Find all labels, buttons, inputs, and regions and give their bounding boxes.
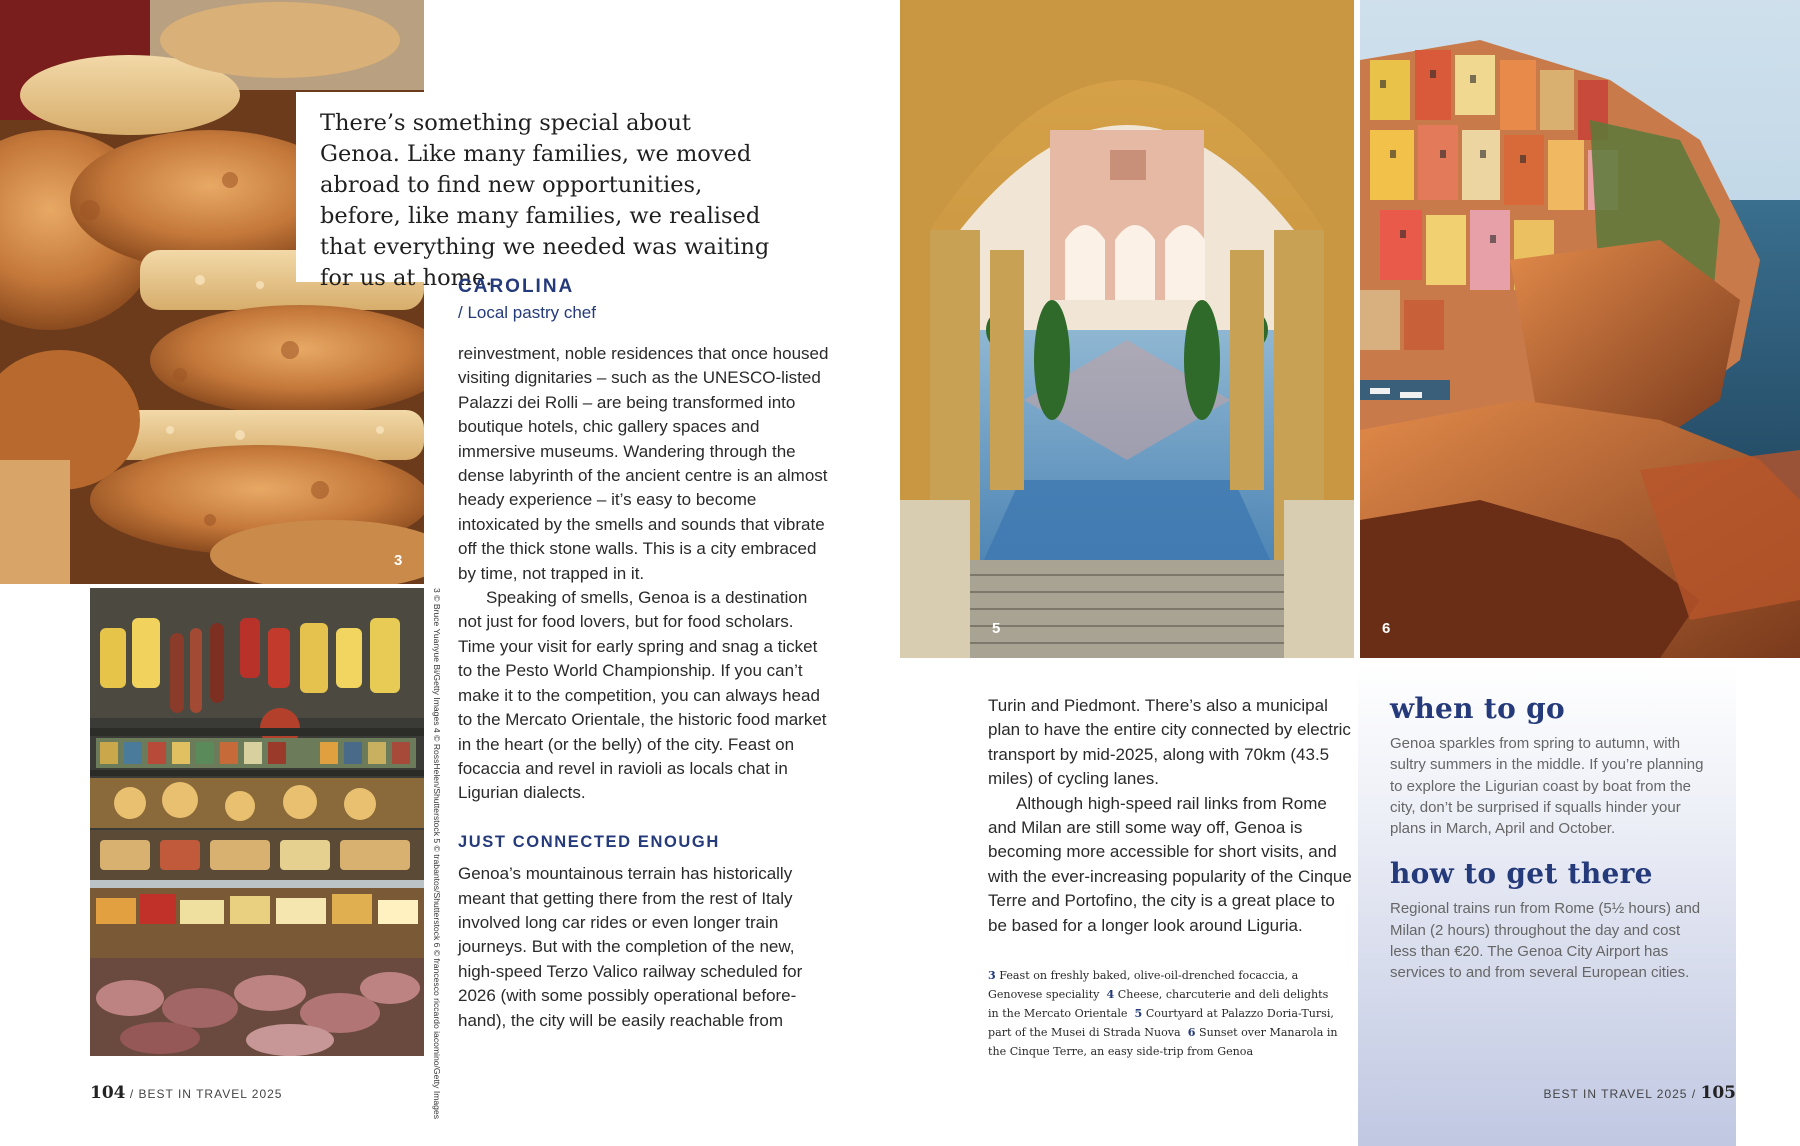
- caption-number: 6: [1187, 1026, 1196, 1039]
- sidebar-text-how: Regional trains run from Rome (5½ hours) and Milan (2 hours) throughout the day and cost less than €20. The Genoa City Airport has services to and from several European cities.: [1390, 900, 1701, 982]
- photo-captions: [988, 966, 1338, 1061]
- photo-number-6: 6: [1382, 620, 1391, 637]
- body-paragraph-3: Genoa’s mountainous terrain has historically meant that getting there from the rest of Italy involved long car rides or even longer train journeys. But with the completion of the new, high-speed Terzo Valico railway scheduled for 2026 (with some possibly operational before-hand), the city will be easily reachable from: [458, 864, 803, 1030]
- photo-credits-text: 3 © Bruce Yuanyue Bi/Getty Images 4 © RossHelen/Shutterstock 5 © trabantos/Shutterstock 6 © francesco riccardo iacomino/Getty Images: [432, 588, 442, 1120]
- sidebar-heading-how: how to get there: [1390, 857, 1653, 891]
- footer-right: [1544, 1083, 1736, 1103]
- footer-right-label: BEST IN TRAVEL 2025 /: [1543, 1087, 1697, 1101]
- info-sidebar: [1358, 664, 1736, 1146]
- pull-quote: There’s something special about Genoa. Like many families, we moved abroad to find new opportunities, before, like many families, we realised that everything we needed was waiting for us at home.: [296, 92, 800, 282]
- photo-credits: [428, 588, 444, 1120]
- sidebar-heading-when: when to go: [1390, 692, 1565, 725]
- quote-attribution-role: / Local pastry chef: [458, 303, 596, 322]
- footer-left: [90, 1083, 282, 1103]
- caption-number: 4: [1106, 988, 1115, 1001]
- body-paragraph-1: reinvestment, noble residences that once housed visiting dignitaries – such as the UNESCO-listed Palazzi dei Rolli – are being transformed into boutique hotels, chic gallery spaces and immersive museums. Wandering through the dense labyrinth of the ancient centre is an almost heady experience – it’s easy to become intoxicated by the smells and sounds that vibrate off the thick stone walls. This is a city embraced by time, not trapped in it.: [458, 344, 829, 583]
- body-column-1: [458, 342, 830, 1033]
- quote-attribution-name: CAROLINA: [458, 276, 575, 297]
- page-number-right: 105: [1700, 1083, 1736, 1103]
- caption-text: Courtyard at Palazzo Doria-Tursi, part of the Musei di Strada Nuova: [988, 1007, 1334, 1039]
- photo-number-3: 3: [394, 552, 403, 569]
- photo-mercato-orientale: [90, 588, 424, 1056]
- photo-palazzo-doria-tursi: [900, 0, 1354, 658]
- caption-text: Cheese, charcuterie and deli delights in the Mercato Orientale: [988, 988, 1329, 1020]
- body-column-2: [988, 694, 1354, 938]
- photo-number-5: 5: [992, 620, 1001, 637]
- caption-number: 5: [1134, 1007, 1143, 1020]
- body-paragraph-2: Speaking of smells, Genoa is a destination not just for food lovers, but for food scholars. Time your visit for early spring and snag a ticket to the Pesto World Championship. If you can’t make it to the competition, you can always head to the Mercato Orientale, the historic food market in the heart (or the belly) of the city. Feast on focaccia and revel in ravioli as locals chat in Ligurian dialects.: [458, 588, 827, 803]
- photo-manarola: [1360, 0, 1800, 658]
- caption-number: 3: [988, 969, 996, 982]
- caption-text: Sunset over Manarola in the Cinque Terre, an easy side-trip from Genoa: [988, 1026, 1338, 1058]
- body-paragraph-5: Although high-speed rail links from Rome and Milan are still some way off, Genoa is becoming more accessible for short visits, and with the ever-increasing popularity of the Cinque Terre and Portofino, the city is a great place to be based for a longer look around Liguria.: [988, 793, 1352, 935]
- body-paragraph-4: Turin and Piedmont. There’s also a municipal plan to have the entire city connected by electric transport by mid-2025, along with 70km (43.5 miles) of cycling lanes.: [988, 696, 1351, 789]
- sidebar-text-when: Genoa sparkles from spring to autumn, with sultry summers in the middle. If you’re planning to explore the Ligurian coast by boat from the city, don’t be surprised if squalls hinder your plans in March, April and October.: [1390, 735, 1704, 838]
- page-number-left: 104: [90, 1083, 126, 1103]
- footer-left-label: / BEST IN TRAVEL 2025: [129, 1087, 283, 1101]
- section-subhead: JUST CONNECTED ENOUGH: [458, 832, 720, 851]
- caption-text: Feast on freshly baked, olive-oil-drenched focaccia, a Genovese speciality: [988, 969, 1299, 1001]
